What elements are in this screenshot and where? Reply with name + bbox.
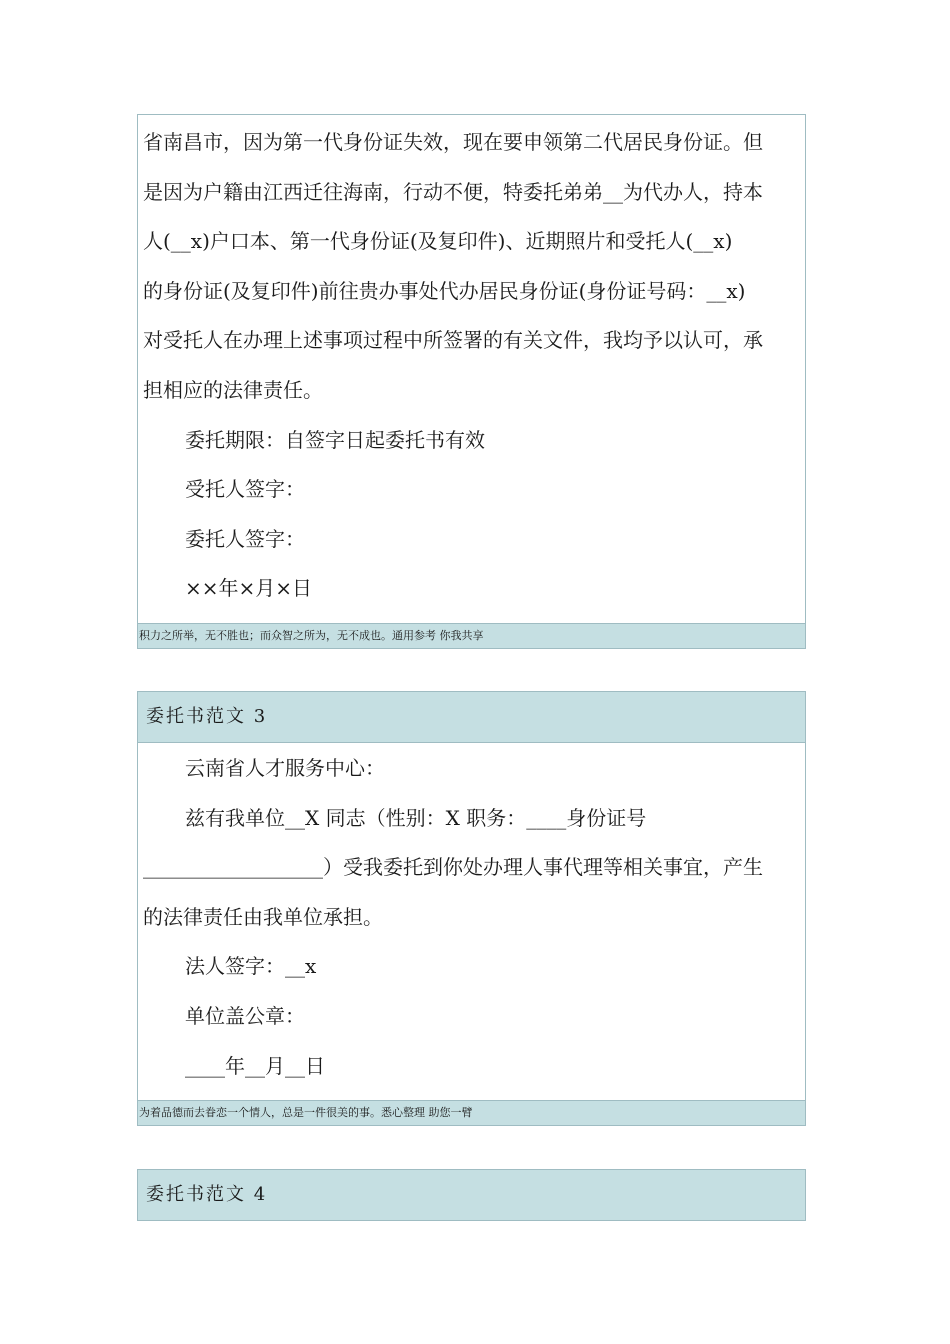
letter-continuation (137, 114, 806, 649)
date-line: ××年×月×日 (185, 576, 313, 601)
sample-letter-3 (137, 691, 806, 1126)
body-line: 担相应的法律责任。 (143, 377, 323, 402)
section-heading: 委托书范文 3 (138, 692, 805, 743)
trustee-signature-line: 受托人签字： (185, 477, 305, 502)
body-line: __________________）受我委托到你处办理人事代理等相关事宜，产生 (143, 855, 763, 880)
term-line: 委托期限：自签字日起委托书有效 (185, 427, 485, 452)
section-footer: 为着品德而去眷恋一个情人，总是一件很美的事。悉心整理 助您一臂 (138, 1100, 805, 1125)
addressee-line: 云南省人才服务中心： (185, 756, 385, 780)
section-footer: 积力之所举，无不胜也；而众智之所为，无不成也。通用参考 你我共享 (138, 623, 805, 648)
legal-signature-line: 法人签字：__x (185, 954, 317, 979)
sample-letter-4 (137, 1169, 806, 1221)
section-heading: 委托书范文 4 (138, 1170, 805, 1220)
body-line: 的法律责任由我单位承担。 (143, 904, 383, 929)
body-line: 是因为户籍由江西迁往海南，行动不便，特委托弟弟__为代办人，持本 (143, 179, 763, 204)
principal-signature-line: 委托人签字： (185, 526, 305, 551)
seal-line: 单位盖公章： (185, 1003, 305, 1028)
body-line: 的身份证(及复印件)前往贵办事处代办居民身份证(身份证号码：__x) (143, 278, 746, 303)
body-line: 省南昌市，因为第一代身份证失效，现在要申领第二代居民身份证。但 (143, 130, 763, 154)
date-line: ____年__月__日 (185, 1053, 325, 1078)
body-line: 对受托人在办理上述事项过程中所签署的有关文件，我均予以认可，承 (143, 328, 763, 353)
body-line: 人(__x)户口本、第一代身份证(及复印件)、近期照片和受托人(__x) (143, 229, 733, 254)
body-line: 兹有我单位__X 同志（性别：X 职务：____身份证号 (185, 805, 647, 830)
letter-body (138, 743, 805, 1091)
letter-body (138, 115, 805, 614)
